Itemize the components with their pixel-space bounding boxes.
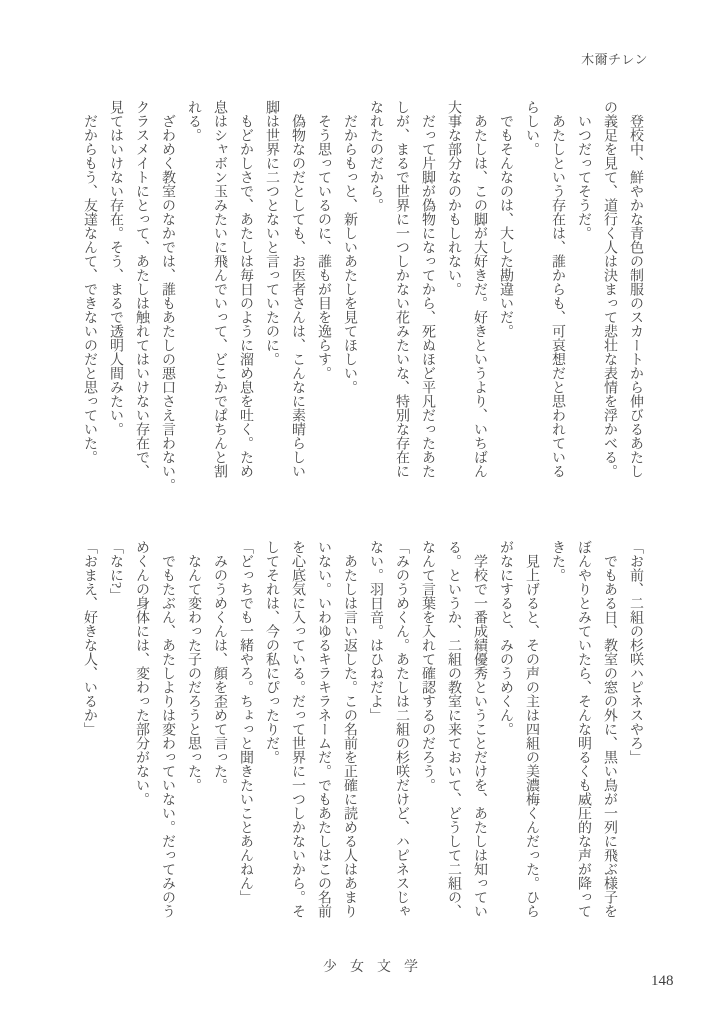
text-line: 「みのうめくん。あたしは二組の杉咲だけど、ハピネスじゃ <box>394 540 409 918</box>
text-line: しが、まるで世界に一つしかない花みたいな、特別な存在に <box>394 100 409 478</box>
text-line: きた。 <box>550 540 565 582</box>
text-line: 偽物なのだとしても、お医者さんは、こんなに素晴らしい <box>290 114 305 478</box>
text-line: 登校中、鮮やかな青色の制服のスカートから伸びるあたし <box>628 114 643 478</box>
text-line: めくんの身体には、変わった部分がない。 <box>134 540 149 806</box>
text-line: いつだってそうだ。 <box>576 114 591 240</box>
text-line: がなにすると、みのうめくん。 <box>498 540 513 736</box>
text-block-upper <box>76 100 648 492</box>
text-block-lower <box>76 540 648 920</box>
text-line: ない。羽日音。はひねだよ」 <box>368 540 383 722</box>
text-line: でもそんなのは、大した勘違いだ。 <box>498 114 513 338</box>
text-line: あたしは、この脚が大好きだ。好きというより、いちばん <box>472 114 487 478</box>
text-line: 見上げると、その声の主は四組の美濃梅くんだった。ひら <box>524 554 539 918</box>
text-line: 「どっちでも一緒やろ。ちょっと聞きたいことあんねん」 <box>238 540 253 904</box>
text-line: だからもう、友達なんて、できないのだと思っていた。 <box>82 114 97 464</box>
text-line: 息はシャボン玉みたいに飛んでいって、どこかでぱちんと割 <box>212 100 227 478</box>
text-line: みのうめくんは、顔を歪めて言った。 <box>212 554 227 792</box>
text-line: でもある日、教室の窓の外に、黒い鳥が一列に飛ぶ様子を <box>602 554 617 918</box>
running-head-author: 木爾チレン <box>581 52 648 67</box>
page-number: 148 <box>651 973 674 989</box>
text-line: 脚は世界に二つとないと言っていたのに。 <box>264 100 279 366</box>
text-line: してそれは、今の私にぴったりだ。 <box>264 540 279 764</box>
text-line: 大事な部分なのかもしれない。 <box>446 100 461 296</box>
text-line: を心底気に入っている。だって世界に一つしかないから。そ <box>290 540 305 918</box>
text-line: そう思っているのに、誰もが目を逸らす。 <box>316 114 331 380</box>
text-line: 「おまえ、好きな人、いるか」 <box>82 540 97 736</box>
text-line: れる。 <box>186 100 201 142</box>
footer-magazine-title: 少女文学 <box>323 960 431 975</box>
text-line: なれたのだから。 <box>368 100 383 212</box>
text-line: なんて言葉を入れて確認するのだろう。 <box>420 540 435 792</box>
text-line: る。というか、二組の教室に来ておいて、どうして二組の、 <box>446 540 461 918</box>
text-line: らしい。 <box>524 100 539 156</box>
text-line: 「お前、二組の杉咲ハピネスやろ」 <box>628 540 643 764</box>
text-line: いない。いわゆるキラキラネームだ。でもあたしはこの名前 <box>316 540 331 918</box>
text-line: 「なに?」 <box>108 540 123 603</box>
text-line: あたしは言い返した。この名前を正確に読める人はあまり <box>342 554 357 918</box>
text-line: もどかしさで、あたしは毎日のように溜め息を吐く。ため <box>238 114 253 478</box>
text-line: でもたぶん、あたしよりは変わっていない。だってみのう <box>160 554 175 918</box>
text-line: あたしという存在は、誰からも、可哀想だと思われている <box>550 114 565 478</box>
text-line: だって片脚が偽物になってから、死ぬほど平凡だったあた <box>420 114 435 478</box>
text-line: ぼんやりとみていたら、そんな明るくも威圧的な声が降って <box>576 540 591 918</box>
text-line: の義足を見て、道行く人は決まって悲壮な表情を浮かべる。 <box>602 100 617 478</box>
text-line: 学校で一番成績優秀ということだけを、あたしは知ってい <box>472 554 487 918</box>
text-line: なんて変わった子のだろうと思った。 <box>186 554 201 792</box>
text-line: だからもっと、新しいあたしを見てほしい。 <box>342 114 357 394</box>
text-line: クラスメイトにとって、あたしは触れてはいけない存在で、 <box>134 100 149 478</box>
text-line: 見てはいけない存在。そう、まるで透明人間みたい。 <box>108 100 123 436</box>
text-line: ざわめく教室のなかでは、誰もあたしの悪口さえ言わない。 <box>160 114 175 492</box>
